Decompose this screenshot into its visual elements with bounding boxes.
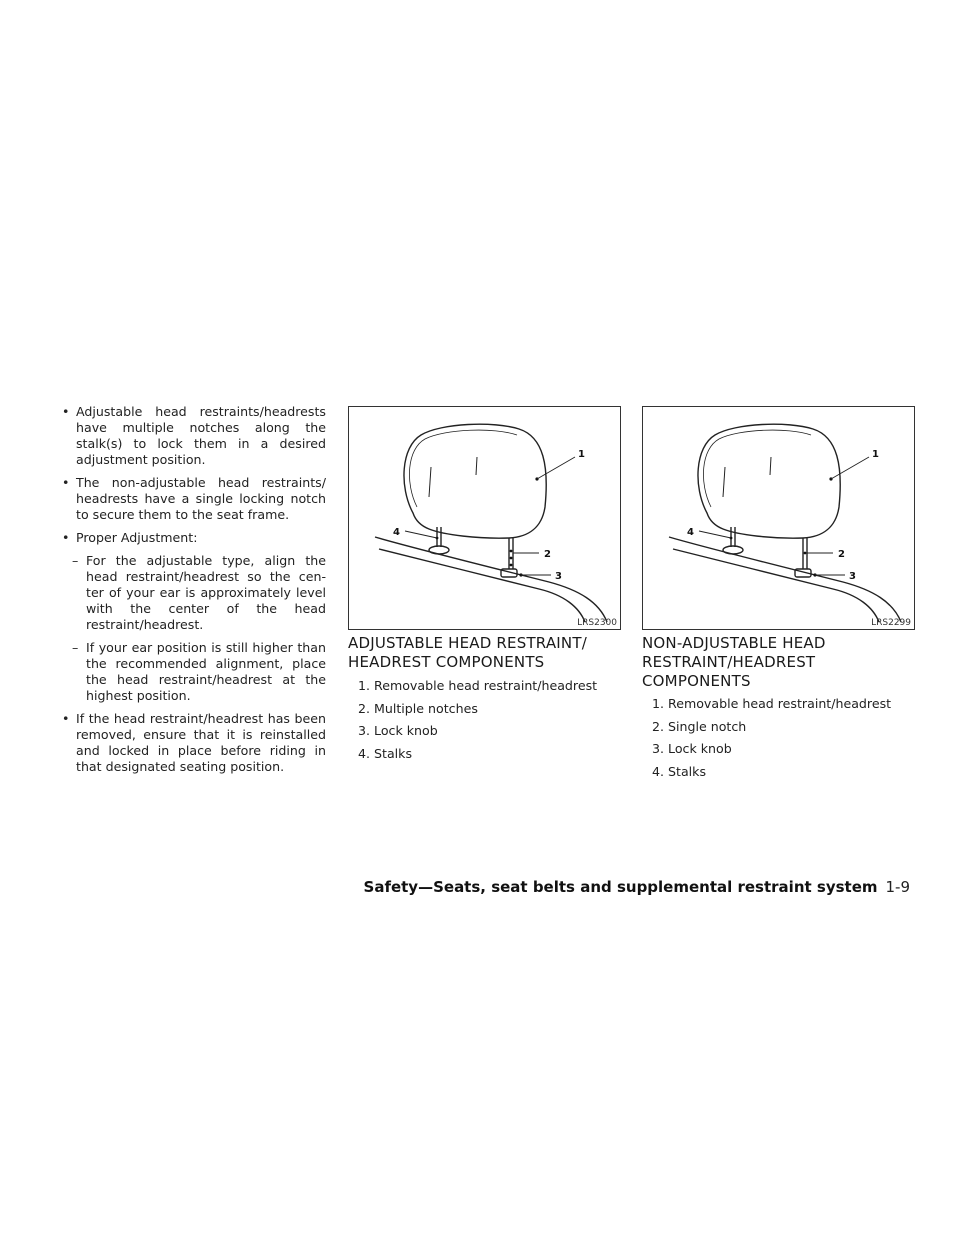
figure-non-adjustable-head-restraint [642, 406, 915, 630]
sub-bullet-item [62, 553, 326, 633]
list-item: 1. Removable head restraint/headrest [652, 696, 892, 711]
headrest-illustration [643, 407, 914, 629]
callout-label: 3 [555, 571, 562, 582]
callout-label: 1 [578, 449, 585, 460]
bullet-text: Proper Adjustment: [76, 530, 198, 545]
callout-label: 4 [687, 527, 694, 538]
sub-bullet-text: If your ear position is still higher than the recommended alignment, place the head restraint/headrest at the highest position. [86, 640, 326, 703]
bullet-item [62, 530, 326, 546]
figure-code: LRS2300 [577, 618, 617, 628]
section-heading: NON-ADJUSTABLE HEAD RESTRAINT/HEADREST COMPONENTS [642, 634, 826, 690]
callout-label: 4 [393, 527, 400, 538]
bullet-text: Adjustable head restraints/headrests have multiple notches along the stalk(s) to lock them in a desired adjustment position. [76, 404, 326, 467]
dash-mark: – [72, 553, 79, 568]
callout-label: 2 [838, 549, 845, 560]
body-text-column [62, 404, 326, 782]
bullet-item [62, 404, 326, 468]
list-item: 2. Single notch [652, 718, 747, 734]
bullet-mark: • [62, 711, 70, 726]
list-item: 3. Lock knob [652, 741, 732, 757]
page-number: 1-9 [885, 878, 910, 896]
figure-code: LRS2299 [871, 618, 911, 628]
callout-label: 3 [849, 571, 856, 582]
callout-label: 2 [544, 549, 551, 560]
bullet-item [62, 711, 326, 775]
bullet-text: If the head restraint/headrest has been removed, ensure that it is reinstalled and locked in place before riding in that designated seating position. [76, 711, 326, 774]
section-title: Safety—Seats, seat belts and supplemental restraint system [363, 878, 878, 896]
component-list [358, 678, 597, 769]
bullet-mark: • [62, 530, 70, 545]
figure-adjustable-head-restraint [348, 406, 621, 630]
headrest-illustration [349, 407, 620, 629]
bullet-text: The non-adjustable head restraints/ headrests have a single locking notch to secure them to the seat frame. [76, 475, 326, 522]
list-item: 2. Multiple notches [358, 700, 478, 716]
bullet-mark: • [62, 404, 70, 419]
list-item: 4. Stalks [358, 746, 413, 762]
page-footer [364, 878, 910, 896]
component-list [652, 696, 891, 787]
callout-label: 1 [872, 449, 879, 460]
sub-bullet-item [62, 640, 326, 704]
sub-bullet-text: For the adjustable type, align the head restraint/headrest so the cen- ter of your ear is approximately level with the center of the head restraint/headrest. [86, 553, 326, 632]
bullet-mark: • [62, 475, 70, 490]
section-heading: ADJUSTABLE HEAD RESTRAINT/ HEADREST COMPONENTS [348, 634, 587, 671]
dash-mark: – [72, 640, 79, 655]
list-item: 1. Removable head restraint/headrest [358, 678, 598, 693]
list-item: 4. Stalks [652, 764, 707, 780]
bullet-item [62, 475, 326, 523]
list-item: 3. Lock knob [358, 723, 438, 739]
